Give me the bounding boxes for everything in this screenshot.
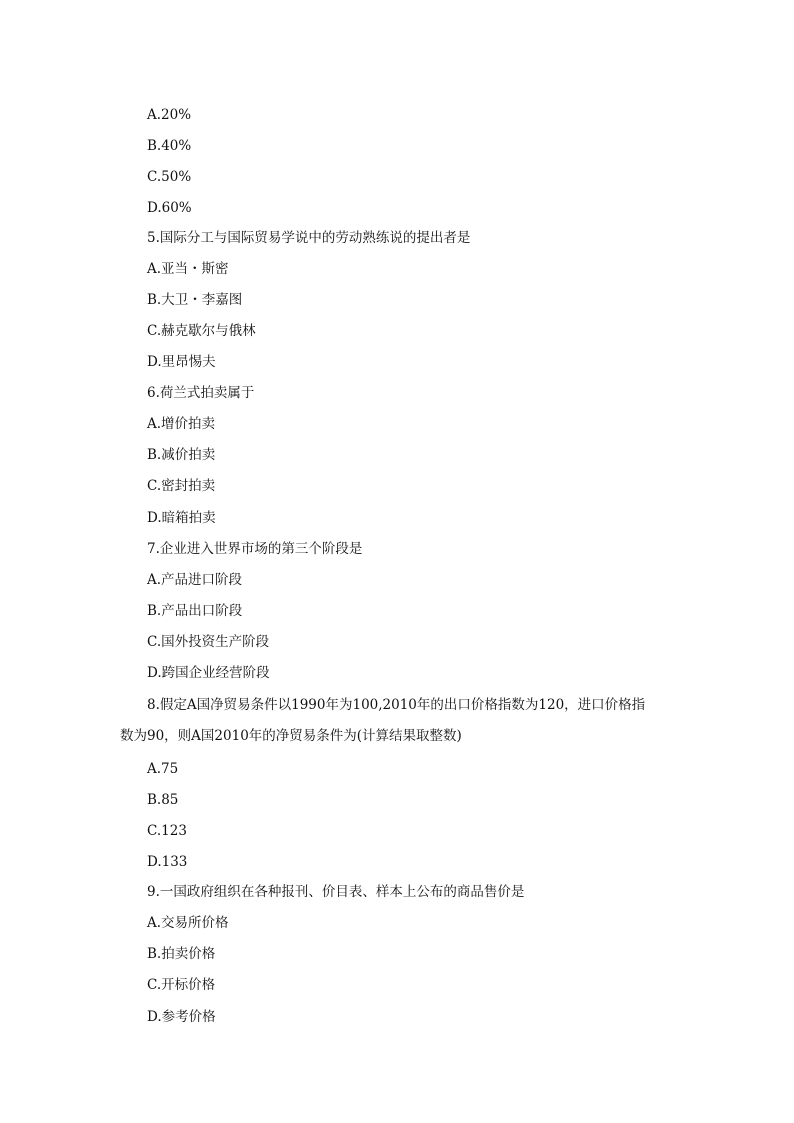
q8-option-d: D.133 bbox=[147, 854, 188, 870]
q5-option-c: C.赫克歇尔与俄林 bbox=[147, 323, 256, 339]
q6-option-b: B.减价拍卖 bbox=[147, 447, 216, 463]
q6-stem: 6.荷兰式拍卖属于 bbox=[147, 385, 255, 401]
q4-option-d: D.60% bbox=[147, 200, 192, 216]
q8-option-a: A.75 bbox=[147, 761, 179, 777]
q8-option-b: B.85 bbox=[147, 792, 179, 808]
q5-option-d: D.里昂惕夫 bbox=[147, 354, 216, 370]
q7-option-d: D.跨国企业经营阶段 bbox=[147, 665, 270, 681]
q6-option-d: D.暗箱拍卖 bbox=[147, 510, 216, 526]
q7-stem: 7.企业进入世界市场的第三个阶段是 bbox=[147, 541, 363, 557]
q9-stem: 9.一国政府组织在各种报刊、价目表、样本上公布的商品售价是 bbox=[147, 884, 525, 900]
q6-option-a: A.增价拍卖 bbox=[147, 416, 216, 432]
q9-option-a: A.交易所价格 bbox=[147, 915, 229, 931]
q5-option-a: A.亚当・斯密 bbox=[147, 261, 229, 277]
q4-option-c: C.50% bbox=[147, 169, 192, 185]
q9-option-b: B.拍卖价格 bbox=[147, 946, 216, 962]
q8-stem-line2: 数为90，则A国2010年的净贸易条件为(计算结果取整数) bbox=[120, 728, 462, 744]
q4-option-b: B.40% bbox=[147, 138, 192, 154]
q7-option-a: A.产品进口阶段 bbox=[147, 572, 243, 588]
q7-option-c: C.国外投资生产阶段 bbox=[147, 634, 270, 650]
q5-stem: 5.国际分工与国际贸易学说中的劳动熟练说的提出者是 bbox=[147, 230, 471, 246]
q9-option-c: C.开标价格 bbox=[147, 977, 216, 993]
q8-stem-line1: 8.假定A国净贸易条件以1990年为100,2010年的出口价格指数为120，进口价格指 bbox=[147, 697, 646, 713]
q8-option-c: C.123 bbox=[147, 823, 187, 839]
q6-option-c: C.密封拍卖 bbox=[147, 478, 216, 494]
q5-option-b: B.大卫・李嘉图 bbox=[147, 292, 243, 308]
q9-option-d: D.参考价格 bbox=[147, 1009, 216, 1025]
q4-option-a: A.20% bbox=[147, 107, 192, 123]
q7-option-b: B.产品出口阶段 bbox=[147, 603, 243, 619]
